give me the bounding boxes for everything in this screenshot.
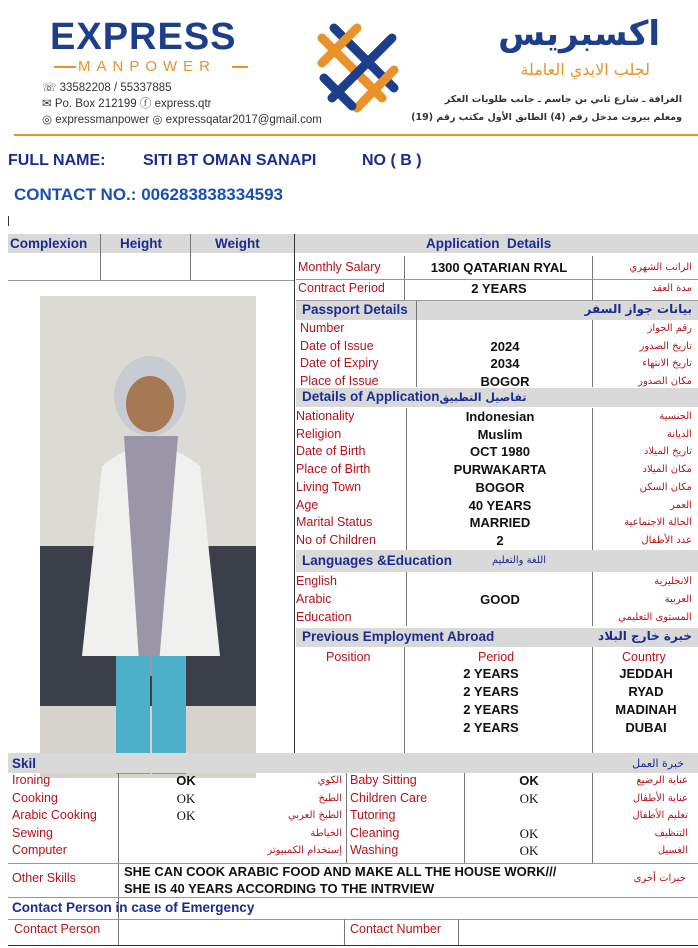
complexion-header: Complexion — [10, 236, 88, 251]
full-name-label: FULL NAME: — [8, 152, 106, 169]
height-header: Height — [120, 236, 162, 251]
employment-title: Previous Employment Abroad — [302, 629, 495, 644]
passport-row-value: 2034 — [490, 356, 520, 371]
contact-label: CONTACT NO.: — [14, 185, 137, 204]
skill-label-right: Tutoring — [350, 808, 396, 823]
contact-person-label: Contact Person — [14, 922, 101, 936]
details-row-label: Place of Birth — [296, 462, 371, 477]
facebook-icon: ⓕ — [139, 98, 152, 110]
employment-period: 2 YEARS — [463, 666, 519, 681]
application-row-label: Contract Period — [298, 281, 385, 295]
skill-ar-right: عناية الرضيع — [636, 775, 688, 786]
details-row-value: 40 YEARS — [468, 497, 532, 513]
full-name-value: SITI BT OMAN SANAPI — [143, 152, 317, 169]
details-row-ar: عدد الأطفال — [641, 534, 692, 546]
passport-row-ar: رقم الجواز — [647, 323, 692, 334]
passport-details-title: Passport Details — [302, 302, 408, 317]
details-row-ar: مكان الميلاد — [642, 464, 692, 476]
details-row-value: PURWAKARTA — [453, 462, 547, 478]
skill-label-right: Washing — [350, 843, 399, 858]
passport-row-value: BOGOR — [480, 373, 530, 389]
contact-number-field-label: Contact Number — [350, 922, 442, 936]
candidate-number: NO ( B ) — [362, 152, 422, 169]
employment-period: 2 YEARS — [463, 720, 519, 735]
email-icon: ◎ — [152, 114, 163, 126]
details-row-ar: الجنسية — [659, 411, 692, 422]
skill-ar-right: تعليم الأطفال — [632, 810, 688, 822]
application-row-ar: الراتب الشهري — [629, 262, 692, 273]
skill-value-left: OK — [176, 808, 196, 824]
contact-value: 006283838334593 — [141, 185, 284, 204]
passport-row-ar: تاريخ الصدور — [639, 340, 692, 352]
details-row-label: Nationality — [296, 409, 355, 423]
skill-value-left: OK — [176, 790, 196, 806]
details-row-label: No of Children — [296, 532, 376, 547]
letterhead — [0, 0, 698, 138]
employment-period: 2 YEARS — [463, 702, 519, 717]
candidate-photo — [40, 296, 256, 778]
person-figure-icon — [40, 296, 256, 778]
languages-row-ar: المستوى التعليمي — [618, 612, 692, 623]
skill-ar-left: الكوي — [317, 775, 342, 786]
details-title-ar: تفاصيل التطبيق — [439, 391, 527, 404]
skill-label-right: Baby Sitting — [350, 773, 417, 787]
skill-value-right: OK — [519, 825, 539, 841]
skill-ar-right: التنظيف — [654, 827, 688, 839]
employment-title-ar: خبرة خارج البلاد — [598, 629, 692, 643]
details-row-ar: مكان السكن — [639, 481, 692, 493]
knot-logo-icon — [312, 18, 404, 118]
skills-title-ar: خبرة العمل — [632, 757, 684, 770]
header-divider — [14, 134, 698, 136]
skill-value-left: OK — [176, 773, 196, 788]
passport-details-title-ar: بيانات جواز السفر — [584, 302, 692, 316]
passport-row-label: Date of Expiry — [300, 356, 379, 370]
languages-row-ar: العربية — [664, 594, 692, 605]
application-details-title: Application Details — [426, 236, 552, 251]
skill-value-right: OK — [519, 843, 539, 859]
languages-title: Languages &Education — [302, 553, 453, 568]
instagram-icon: ◎ — [42, 114, 53, 126]
details-row-value: Muslim — [477, 426, 523, 442]
skill-label-left: Sewing — [12, 825, 53, 840]
passport-row-label: Date of Issue — [300, 338, 374, 353]
details-row-ar: الديانة — [666, 428, 692, 440]
languages-row-value: GOOD — [480, 592, 520, 607]
details-title-en: Details of Application — [302, 389, 440, 404]
address-arabic-1: الغرافة ـ شارع ثاني بن جاسم ـ جانب طلوبات العكر — [444, 94, 682, 105]
other-skills-label: Other Skills — [12, 871, 76, 885]
skill-ar-left: الطبخ — [318, 792, 342, 804]
employment-country: DUBAI — [625, 720, 667, 735]
languages-title-ar: اللغة والتعليم — [492, 555, 546, 566]
other-skills-value: SHE CAN COOK ARABIC FOOD AND MAKE ALL THE HOUSE WORK/// SHE IS 40 YEARS ACCORDING TO THE INTRVIEW — [124, 864, 557, 896]
col-country: Country — [622, 650, 666, 664]
skill-value-right: OK — [519, 773, 539, 788]
skills-title: Skil — [12, 756, 37, 771]
skill-ar-right: عناية الأطفال — [632, 792, 688, 804]
application-row-ar: مدة العقد — [652, 283, 692, 294]
other-skills-ar: خبرات أخرى — [633, 873, 686, 884]
details-row-value: Indonesian — [465, 409, 535, 424]
skill-label-left: Ironing — [12, 773, 51, 787]
logo-manpower: MANPOWER — [78, 58, 216, 75]
logo-arabic-sub: لجلب الايدي العاملة — [520, 60, 650, 79]
passport-row-label: Place of Issue — [300, 373, 379, 388]
skill-ar-left: إستخدام الكمبيوتر — [267, 845, 342, 857]
address-arabic-2: ومعلم بيروت مدخل رقم (4) الطابق الأول مكتب رقم (19) — [411, 112, 682, 123]
application-row-value: 2 YEARS — [471, 281, 527, 296]
col-position: Position — [326, 650, 371, 664]
passport-row-label: Number — [300, 321, 345, 335]
phone-number: 33582208 / 55337885 — [59, 82, 172, 94]
languages-row-label: English — [296, 574, 337, 588]
skill-ar-left: الطبخ العربي — [288, 810, 342, 822]
details-of-application-title — [302, 389, 526, 404]
employment-country: JEDDAH — [619, 666, 673, 681]
skills-section — [8, 753, 698, 948]
details-row-ar: الحالة الاجتماعية — [624, 517, 692, 529]
col-period: Period — [478, 650, 515, 664]
details-row-value: 2 — [496, 532, 504, 548]
passport-row-ar: تاريخ الانتهاء — [642, 358, 692, 369]
passport-row-ar: مكان الصدور — [638, 375, 692, 387]
skill-label-left: Arabic Cooking — [12, 808, 97, 823]
details-row-ar: تاريخ الميلاد — [643, 446, 692, 458]
contact-number-label — [14, 185, 283, 205]
weight-header: Weight — [215, 236, 260, 251]
skill-label-left: Cooking — [12, 790, 58, 805]
languages-row-ar: الانجليزية — [654, 576, 692, 587]
application-row-label: Monthly Salary — [298, 260, 381, 274]
languages-row-label: Education — [296, 610, 352, 624]
details-row-label: Religion — [296, 426, 342, 441]
details-row-label: Living Town — [296, 479, 362, 494]
emergency-title: Contact Person in case of Emergency — [12, 900, 255, 915]
application-row-value: 1300 QATARIAN RYAL — [430, 260, 568, 275]
facebook-handle: express.qtr — [154, 98, 212, 110]
employment-country: MADINAH — [615, 702, 677, 717]
skill-label-right: Cleaning — [350, 825, 400, 840]
logo-arabic: اكسبريس — [498, 14, 660, 54]
languages-row-label: Arabic — [296, 592, 332, 606]
email-address: expressqatar2017@gmail.com — [165, 114, 322, 126]
skill-label-left: Computer — [12, 843, 67, 858]
details-row-value: BOGOR — [475, 479, 525, 495]
details-row-value: MARRIED — [469, 515, 531, 531]
details-row-label: Marital Status — [296, 515, 373, 530]
details-row-label: Date of Birth — [296, 444, 366, 459]
skill-ar-left: الخياطة — [310, 827, 342, 839]
skill-ar-right: الغسيل — [657, 845, 688, 857]
skill-value-right: OK — [519, 790, 539, 806]
po-box: Po. Box 212199 — [54, 98, 137, 110]
employment-country: RYAD — [628, 684, 664, 699]
details-row-ar: العمر — [670, 499, 692, 511]
passport-row-value: 2024 — [490, 338, 520, 354]
instagram-handle: expressmanpower — [55, 114, 150, 126]
details-row-value: OCT 1980 — [470, 444, 530, 460]
details-row-label: Age — [296, 497, 319, 512]
phone-icon: ☏ — [42, 82, 57, 94]
logo-express: EXPRESS — [50, 16, 237, 58]
employment-period: 2 YEARS — [463, 684, 519, 699]
mailbox-icon: ✉ — [42, 98, 52, 110]
skill-label-right: Children Care — [350, 790, 428, 805]
